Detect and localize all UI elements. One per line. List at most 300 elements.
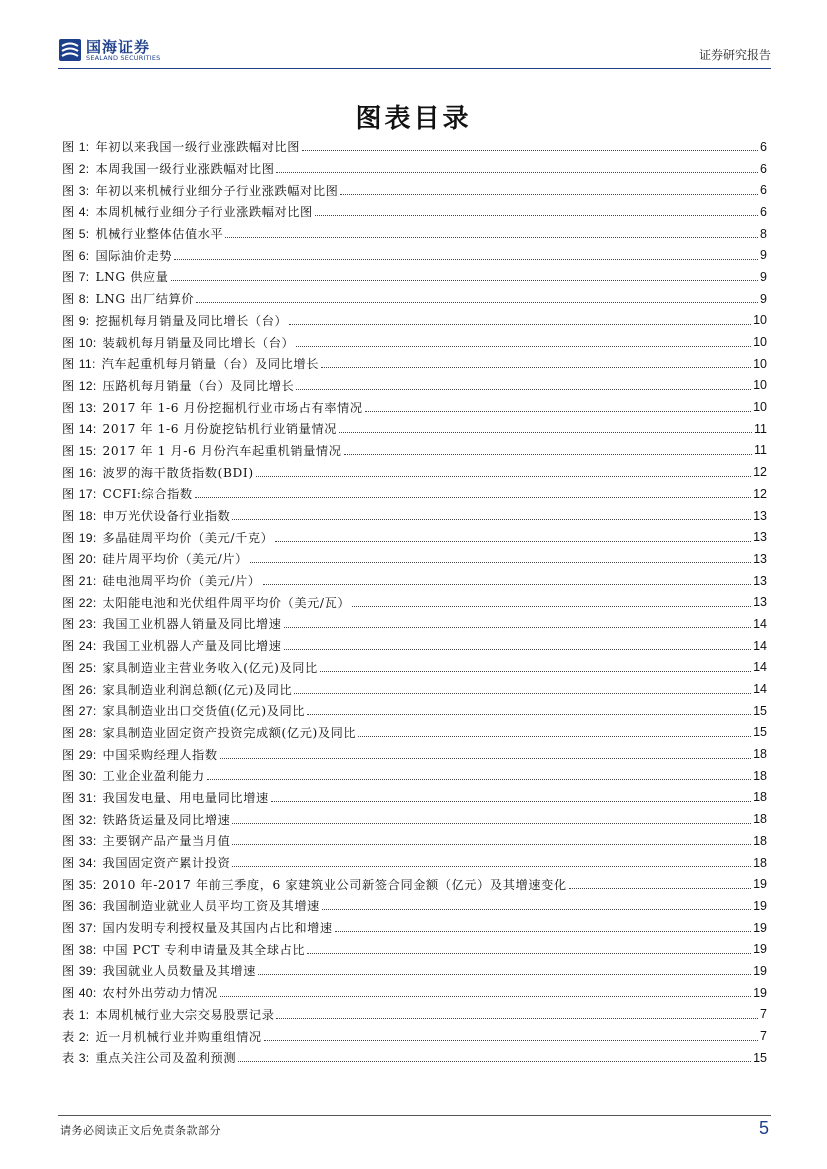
toc-dot-leader xyxy=(271,801,751,802)
toc-entry-kind: 图 xyxy=(62,422,75,437)
toc-entry-number: 1: xyxy=(78,140,90,155)
toc-entry-title: 2010 年-2017 年前三季度，6 家建筑业公司新签合同金额（亿元）及其增速变化 xyxy=(102,877,567,892)
toc-entry-title: 装载机每月销量及同比增长（台） xyxy=(102,335,295,350)
toc-entry-number: 3: xyxy=(78,183,90,198)
logo-chinese-name: 国海证券 xyxy=(86,38,151,56)
toc-entry-title: 我国发电量、用电量同比增速 xyxy=(102,790,269,805)
toc-entry-page: 19 xyxy=(753,877,767,892)
toc-entry-kind: 图 xyxy=(62,443,75,458)
toc-dot-leader xyxy=(195,497,751,498)
toc-entry-page: 15 xyxy=(753,703,767,718)
toc-entry-kind: 图 xyxy=(62,357,75,372)
toc-entry-label xyxy=(62,594,97,611)
toc-dot-leader xyxy=(296,389,751,390)
toc-entry[interactable] xyxy=(62,201,767,223)
toc-entry-kind: 图 xyxy=(62,769,75,784)
toc-entry[interactable] xyxy=(62,266,767,288)
toc-entry-page: 18 xyxy=(753,790,767,805)
toc-dot-leader xyxy=(365,411,751,412)
toc-entry[interactable] xyxy=(62,158,767,180)
toc-dot-leader xyxy=(296,346,751,347)
toc-entry[interactable] xyxy=(62,960,767,982)
report-type: 证券研究报告 xyxy=(698,48,771,62)
toc-entry-number: 38: xyxy=(78,942,97,957)
toc-entry-label xyxy=(62,203,89,220)
toc-entry[interactable] xyxy=(62,461,767,483)
toc-entry-title: 申万光伏设备行业指数 xyxy=(102,509,231,524)
toc-entry-title: 家具制造业利润总额(亿元)及同比 xyxy=(102,682,293,697)
toc-dot-leader xyxy=(307,953,751,954)
toc-entry-page: 19 xyxy=(753,898,767,913)
toc-dot-leader xyxy=(276,1018,758,1019)
table-of-figures xyxy=(62,136,767,1069)
toc-dot-leader xyxy=(232,519,751,520)
toc-entry-label xyxy=(62,160,89,177)
toc-entry-kind: 图 xyxy=(62,335,75,350)
toc-entry-kind: 图 xyxy=(62,790,75,805)
toc-entry-label xyxy=(62,767,97,784)
toc-entry-title: 铁路货运量及同比增速 xyxy=(102,812,231,827)
toc-dot-leader xyxy=(284,627,752,628)
toc-entry-number: 16: xyxy=(78,465,97,480)
toc-entry-label xyxy=(62,399,97,416)
toc-entry[interactable] xyxy=(62,1025,767,1047)
toc-entry-page: 18 xyxy=(753,747,767,762)
toc-entry-number: 17: xyxy=(78,487,97,502)
toc-dot-leader xyxy=(322,909,751,910)
toc-dot-leader xyxy=(275,541,751,542)
toc-dot-leader xyxy=(220,758,751,759)
toc-entry[interactable] xyxy=(62,570,767,592)
toc-entry-number: 31: xyxy=(78,790,97,805)
toc-entry-number: 2: xyxy=(78,1029,90,1044)
header-divider xyxy=(58,68,771,69)
toc-entry-title: 硅电池周平均价（美元/片） xyxy=(102,574,261,589)
toc-entry-label xyxy=(62,854,97,871)
toc-entry-number: 27: xyxy=(78,704,97,719)
toc-entry-kind: 图 xyxy=(62,704,75,719)
toc-entry-page: 13 xyxy=(753,551,767,566)
toc-entry[interactable] xyxy=(62,179,767,201)
toc-entry-number: 2: xyxy=(78,162,90,177)
toc-entry[interactable] xyxy=(62,223,767,245)
toc-entry-title: 重点关注公司及盈利预测 xyxy=(95,1051,237,1066)
toc-entry-number: 13: xyxy=(78,400,97,415)
toc-entry-number: 18: xyxy=(78,509,97,524)
toc-dot-leader xyxy=(232,823,751,824)
toc-entry-title: 本周机械行业大宗交易股票记录 xyxy=(95,1007,275,1022)
toc-entry[interactable] xyxy=(62,526,767,548)
toc-entry-label xyxy=(62,464,97,481)
toc-entry-label xyxy=(62,507,97,524)
toc-entry-kind: 图 xyxy=(62,140,75,155)
toc-dot-leader xyxy=(264,1040,758,1041)
toc-entry[interactable] xyxy=(62,310,767,332)
toc-dot-leader xyxy=(569,888,751,889)
toc-entry-number: 19: xyxy=(78,530,97,545)
logo-english-name: SEALAND SECURITIES xyxy=(86,54,161,62)
toc-entry-page: 9 xyxy=(760,269,767,284)
toc-entry[interactable] xyxy=(62,1047,767,1069)
toc-entry-label xyxy=(62,941,97,958)
toc-entry-label xyxy=(62,832,97,849)
toc-entry-number: 5: xyxy=(78,227,90,242)
toc-entry-number: 39: xyxy=(78,964,97,979)
toc-entry-kind: 图 xyxy=(62,465,75,480)
toc-entry-label xyxy=(62,659,97,676)
toc-entry-title: 多晶硅周平均价（美元/千克） xyxy=(102,530,274,545)
toc-entry-page: 7 xyxy=(760,1029,767,1044)
toc-dot-leader xyxy=(307,714,751,715)
page-header xyxy=(58,36,771,66)
toc-dot-leader xyxy=(256,476,751,477)
toc-entry-page: 19 xyxy=(753,942,767,957)
toc-entry-title: 挖掘机每月销量及同比增长（台） xyxy=(95,313,288,328)
toc-entry-number: 11: xyxy=(78,357,96,372)
toc-entry-page: 8 xyxy=(760,226,767,241)
toc-entry-kind: 图 xyxy=(62,292,75,307)
toc-entry-title: 压路机每月销量（台）及同比增长 xyxy=(102,378,295,393)
toc-entry-label xyxy=(62,334,97,351)
toc-entry-page: 6 xyxy=(760,161,767,176)
toc-dot-leader xyxy=(315,215,758,216)
toc-entry-label xyxy=(62,702,97,719)
toc-entry-title: 家具制造业固定资产投资完成额(亿元)及同比 xyxy=(102,725,357,740)
toc-entry-page: 7 xyxy=(760,1007,767,1022)
toc-entry-number: 8: xyxy=(78,292,90,307)
toc-entry-number: 36: xyxy=(78,899,97,914)
toc-entry-kind: 图 xyxy=(62,921,75,936)
toc-entry-kind: 图 xyxy=(62,682,75,697)
toc-dot-leader xyxy=(321,367,751,368)
footer-disclaimer: 请务必阅读正文后免责条款部分 xyxy=(60,1124,221,1137)
toc-entry-kind: 表 xyxy=(62,1029,75,1044)
toc-entry-label xyxy=(62,290,89,307)
toc-entry[interactable] xyxy=(62,787,767,809)
sealand-logo-icon xyxy=(58,38,82,62)
toc-entry-page: 14 xyxy=(753,616,767,631)
toc-entry-label xyxy=(62,138,89,155)
toc-entry-page: 12 xyxy=(753,486,767,501)
toc-dot-leader xyxy=(258,974,751,975)
toc-entry-label xyxy=(62,962,97,979)
toc-entry-page: 12 xyxy=(753,465,767,480)
toc-entry-title: 年初以来我国一级行业涨跌幅对比图 xyxy=(95,140,301,155)
toc-entry-kind: 图 xyxy=(62,834,75,849)
toc-entry-label xyxy=(62,377,97,394)
toc-dot-leader xyxy=(358,736,751,737)
toc-entry-title: 近一月机械行业并购重组情况 xyxy=(95,1029,262,1044)
toc-entry-kind: 图 xyxy=(62,747,75,762)
toc-entry-title: 我国固定资产累计投资 xyxy=(102,856,231,871)
toc-entry-page: 19 xyxy=(753,985,767,1000)
toc-entry-page: 11 xyxy=(754,443,767,458)
toc-entry-title: 农村外出劳动力情况 xyxy=(102,986,218,1001)
toc-entry-kind: 图 xyxy=(62,530,75,545)
toc-entry[interactable] xyxy=(62,440,767,462)
toc-entry[interactable] xyxy=(62,244,767,266)
toc-entry-label xyxy=(62,919,97,936)
toc-entry-number: 40: xyxy=(78,986,97,1001)
toc-entry-page: 19 xyxy=(753,963,767,978)
toc-entry[interactable] xyxy=(62,288,767,310)
toc-entry-label xyxy=(62,681,97,698)
toc-dot-leader xyxy=(276,172,758,173)
toc-entry-number: 24: xyxy=(78,639,97,654)
toc-dot-leader xyxy=(238,1061,751,1062)
toc-entry-label xyxy=(62,637,97,654)
toc-entry-number: 15: xyxy=(78,443,97,458)
page-title: 图表目录 xyxy=(355,104,472,134)
toc-entry-page: 14 xyxy=(753,660,767,675)
toc-entry-title: 汽车起重机每月销量（台）及同比增长 xyxy=(101,357,320,372)
toc-entry-number: 29: xyxy=(78,747,97,762)
toc-entry[interactable] xyxy=(62,418,767,440)
toc-entry[interactable] xyxy=(62,1004,767,1026)
toc-dot-leader xyxy=(196,302,758,303)
toc-entry-label xyxy=(62,355,96,372)
toc-entry-title: 年初以来机械行业细分子行业涨跌幅对比图 xyxy=(95,183,339,198)
toc-entry-kind: 图 xyxy=(62,617,75,632)
toc-dot-leader xyxy=(335,931,751,932)
toc-entry-kind: 图 xyxy=(62,270,75,285)
toc-entry-kind: 图 xyxy=(62,856,75,871)
toc-entry-number: 28: xyxy=(78,725,97,740)
toc-entry-number: 33: xyxy=(78,834,97,849)
toc-dot-leader xyxy=(232,844,751,845)
toc-entry-number: 1: xyxy=(78,1007,90,1022)
toc-entry[interactable] xyxy=(62,353,767,375)
toc-dot-leader xyxy=(284,649,752,650)
toc-entry-page: 10 xyxy=(753,356,767,371)
toc-entry-kind: 图 xyxy=(62,725,75,740)
toc-dot-leader xyxy=(320,671,751,672)
toc-entry-title: LNG 出厂结算价 xyxy=(95,292,195,307)
toc-entry-page: 19 xyxy=(753,920,767,935)
toc-entry-page: 10 xyxy=(753,313,767,328)
toc-entry-title: 机械行业整体估值水平 xyxy=(95,227,224,242)
toc-entry[interactable] xyxy=(62,700,767,722)
toc-entry[interactable] xyxy=(62,830,767,852)
toc-entry-title: 主要钢产品产量当月值 xyxy=(102,834,231,849)
toc-entry-label xyxy=(62,724,97,741)
toc-entry[interactable] xyxy=(62,396,767,418)
toc-entry-title: 2017 年 1 月-6 月份汽车起重机销量情况 xyxy=(102,443,342,458)
toc-entry[interactable] xyxy=(62,635,767,657)
toc-entry-kind: 图 xyxy=(62,248,75,263)
toc-entry-label xyxy=(62,312,89,329)
toc-entry[interactable] xyxy=(62,765,767,787)
toc-entry-kind: 图 xyxy=(62,812,75,827)
toc-entry-label xyxy=(62,746,97,763)
toc-entry-kind: 图 xyxy=(62,183,75,198)
toc-entry[interactable] xyxy=(62,591,767,613)
toc-entry[interactable] xyxy=(62,917,767,939)
toc-entry-page: 18 xyxy=(753,812,767,827)
toc-entry-label xyxy=(62,182,89,199)
toc-entry-kind: 图 xyxy=(62,574,75,589)
toc-entry[interactable] xyxy=(62,136,767,158)
toc-entry-kind: 图 xyxy=(62,227,75,242)
toc-dot-leader xyxy=(225,237,758,238)
toc-entry-page: 9 xyxy=(760,291,767,306)
toc-entry-page: 18 xyxy=(753,855,767,870)
toc-dot-leader xyxy=(302,150,758,151)
toc-entry-title: 国际油价走势 xyxy=(95,248,173,263)
toc-entry[interactable] xyxy=(62,982,767,1004)
toc-entry-page: 13 xyxy=(753,530,767,545)
toc-entry-page: 9 xyxy=(760,248,767,263)
toc-dot-leader xyxy=(220,996,751,997)
toc-entry-kind: 图 xyxy=(62,660,75,675)
toc-entry-number: 20: xyxy=(78,552,97,567)
toc-entry-label xyxy=(62,897,97,914)
toc-entry[interactable] xyxy=(62,331,767,353)
toc-entry-number: 26: xyxy=(78,682,97,697)
toc-entry-title: 我国制造业就业人员平均工资及其增速 xyxy=(102,899,320,914)
toc-entry-label xyxy=(62,442,97,459)
toc-entry-label xyxy=(62,485,97,502)
toc-entry-kind: 图 xyxy=(62,509,75,524)
toc-entry-page: 10 xyxy=(753,378,767,393)
toc-entry-kind: 图 xyxy=(62,595,75,610)
toc-entry[interactable] xyxy=(62,743,767,765)
toc-entry-title: 中国 PCT 专利申请量及其全球占比 xyxy=(102,942,306,957)
toc-dot-leader xyxy=(289,324,751,325)
toc-entry-title: CCFI:综合指数 xyxy=(102,487,193,502)
toc-entry[interactable] xyxy=(62,657,767,679)
toc-entry-title: 我国工业机器人产量及同比增速 xyxy=(102,639,282,654)
toc-entry-page: 18 xyxy=(753,768,767,783)
toc-entry-page: 11 xyxy=(754,421,767,436)
toc-dot-leader xyxy=(352,606,751,607)
toc-entry[interactable] xyxy=(62,483,767,505)
toc-entry-title: 2017 年 1-6 月份旋挖钻机行业销量情况 xyxy=(102,422,338,437)
toc-entry-number: 25: xyxy=(78,660,97,675)
toc-entry-kind: 图 xyxy=(62,378,75,393)
toc-entry-number: 30: xyxy=(78,769,97,784)
toc-dot-leader xyxy=(344,454,753,455)
toc-entry[interactable] xyxy=(62,678,767,700)
toc-entry-kind: 图 xyxy=(62,986,75,1001)
toc-entry-label xyxy=(62,876,97,893)
toc-entry[interactable] xyxy=(62,808,767,830)
toc-entry-label xyxy=(62,789,97,806)
toc-entry-page: 6 xyxy=(760,139,767,154)
toc-dot-leader xyxy=(232,866,751,867)
toc-entry-kind: 图 xyxy=(62,899,75,914)
toc-entry-number: 32: xyxy=(78,812,97,827)
toc-entry-number: 23: xyxy=(78,617,97,632)
footer-divider xyxy=(58,1115,771,1116)
toc-entry-title: 太阳能电池和光伏组件周平均价（美元/瓦） xyxy=(102,595,351,610)
toc-entry[interactable] xyxy=(62,375,767,397)
toc-entry-number: 37: xyxy=(78,921,97,936)
toc-entry-kind: 表 xyxy=(62,1051,75,1066)
toc-entry-kind: 图 xyxy=(62,877,75,892)
toc-entry[interactable] xyxy=(62,505,767,527)
toc-entry-number: 12: xyxy=(78,378,97,393)
toc-entry-number: 9: xyxy=(78,313,90,328)
toc-entry-kind: 图 xyxy=(62,942,75,957)
toc-entry-page: 15 xyxy=(753,1050,767,1065)
toc-entry-page: 13 xyxy=(753,573,767,588)
toc-dot-leader xyxy=(263,584,751,585)
toc-entry[interactable] xyxy=(62,548,767,570)
toc-entry[interactable] xyxy=(62,938,767,960)
toc-entry-kind: 图 xyxy=(62,487,75,502)
toc-entry-title: LNG 供应量 xyxy=(95,270,169,285)
toc-entry-number: 6: xyxy=(78,248,90,263)
toc-entry-title: 我国就业人员数量及其增速 xyxy=(102,964,256,979)
toc-entry-label xyxy=(62,420,97,437)
toc-dot-leader xyxy=(207,779,751,780)
toc-entry[interactable] xyxy=(62,852,767,874)
toc-dot-leader xyxy=(339,432,752,433)
toc-dot-leader xyxy=(340,194,758,195)
toc-entry-label xyxy=(62,615,97,632)
toc-entry-number: 4: xyxy=(78,205,90,220)
toc-entry-title: 硅片周平均价（美元/片） xyxy=(102,552,248,567)
toc-entry[interactable] xyxy=(62,613,767,635)
toc-dot-leader xyxy=(174,259,758,260)
page-number: 5 xyxy=(758,1118,769,1138)
toc-entry-label xyxy=(62,572,97,589)
toc-entry-title: 本周机械行业细分子行业涨跌幅对比图 xyxy=(95,205,313,220)
toc-entry-page: 18 xyxy=(753,833,767,848)
toc-entry-title: 我国工业机器人销量及同比增速 xyxy=(102,617,282,632)
toc-entry-number: 7: xyxy=(78,270,90,285)
toc-entry-number: 3: xyxy=(78,1051,90,1066)
toc-entry-page: 6 xyxy=(760,204,767,219)
toc-entry-title: 2017 年 1-6 月份挖掘机行业市场占有率情况 xyxy=(102,400,363,415)
toc-entry-label xyxy=(62,268,89,285)
toc-entry-kind: 图 xyxy=(62,205,75,220)
toc-entry-label xyxy=(62,1028,89,1045)
toc-entry-page: 10 xyxy=(753,400,767,415)
toc-entry-page: 14 xyxy=(753,638,767,653)
toc-entry-number: 22: xyxy=(78,595,97,610)
toc-entry-title: 工业企业盈利能力 xyxy=(102,769,205,784)
toc-entry-page: 13 xyxy=(753,508,767,523)
toc-entry-title: 本周我国一级行业涨跌幅对比图 xyxy=(95,162,275,177)
toc-entry-kind: 图 xyxy=(62,400,75,415)
toc-entry-title: 中国采购经理人指数 xyxy=(102,747,218,762)
toc-entry-page: 14 xyxy=(753,682,767,697)
toc-entry-page: 13 xyxy=(753,595,767,610)
toc-entry[interactable] xyxy=(62,873,767,895)
toc-entry-page: 15 xyxy=(753,725,767,740)
toc-entry-kind: 图 xyxy=(62,964,75,979)
toc-entry-number: 34: xyxy=(78,856,97,871)
toc-entry-label xyxy=(62,529,97,546)
toc-entry-title: 家具制造业出口交货值(亿元)及同比 xyxy=(102,704,306,719)
toc-entry-label xyxy=(62,811,97,828)
toc-entry[interactable] xyxy=(62,722,767,744)
toc-entry-label xyxy=(62,1006,89,1023)
toc-entry-page: 6 xyxy=(760,183,767,198)
toc-entry-kind: 图 xyxy=(62,313,75,328)
toc-entry-label xyxy=(62,1049,89,1066)
toc-entry-title: 波罗的海干散货指数(BDI) xyxy=(102,465,254,480)
toc-entry-number: 10: xyxy=(78,335,97,350)
toc-entry-number: 14: xyxy=(78,422,97,437)
toc-entry-number: 35: xyxy=(78,877,97,892)
toc-entry[interactable] xyxy=(62,895,767,917)
toc-entry-kind: 图 xyxy=(62,162,75,177)
toc-dot-leader xyxy=(250,562,751,563)
toc-entry-kind: 表 xyxy=(62,1007,75,1022)
